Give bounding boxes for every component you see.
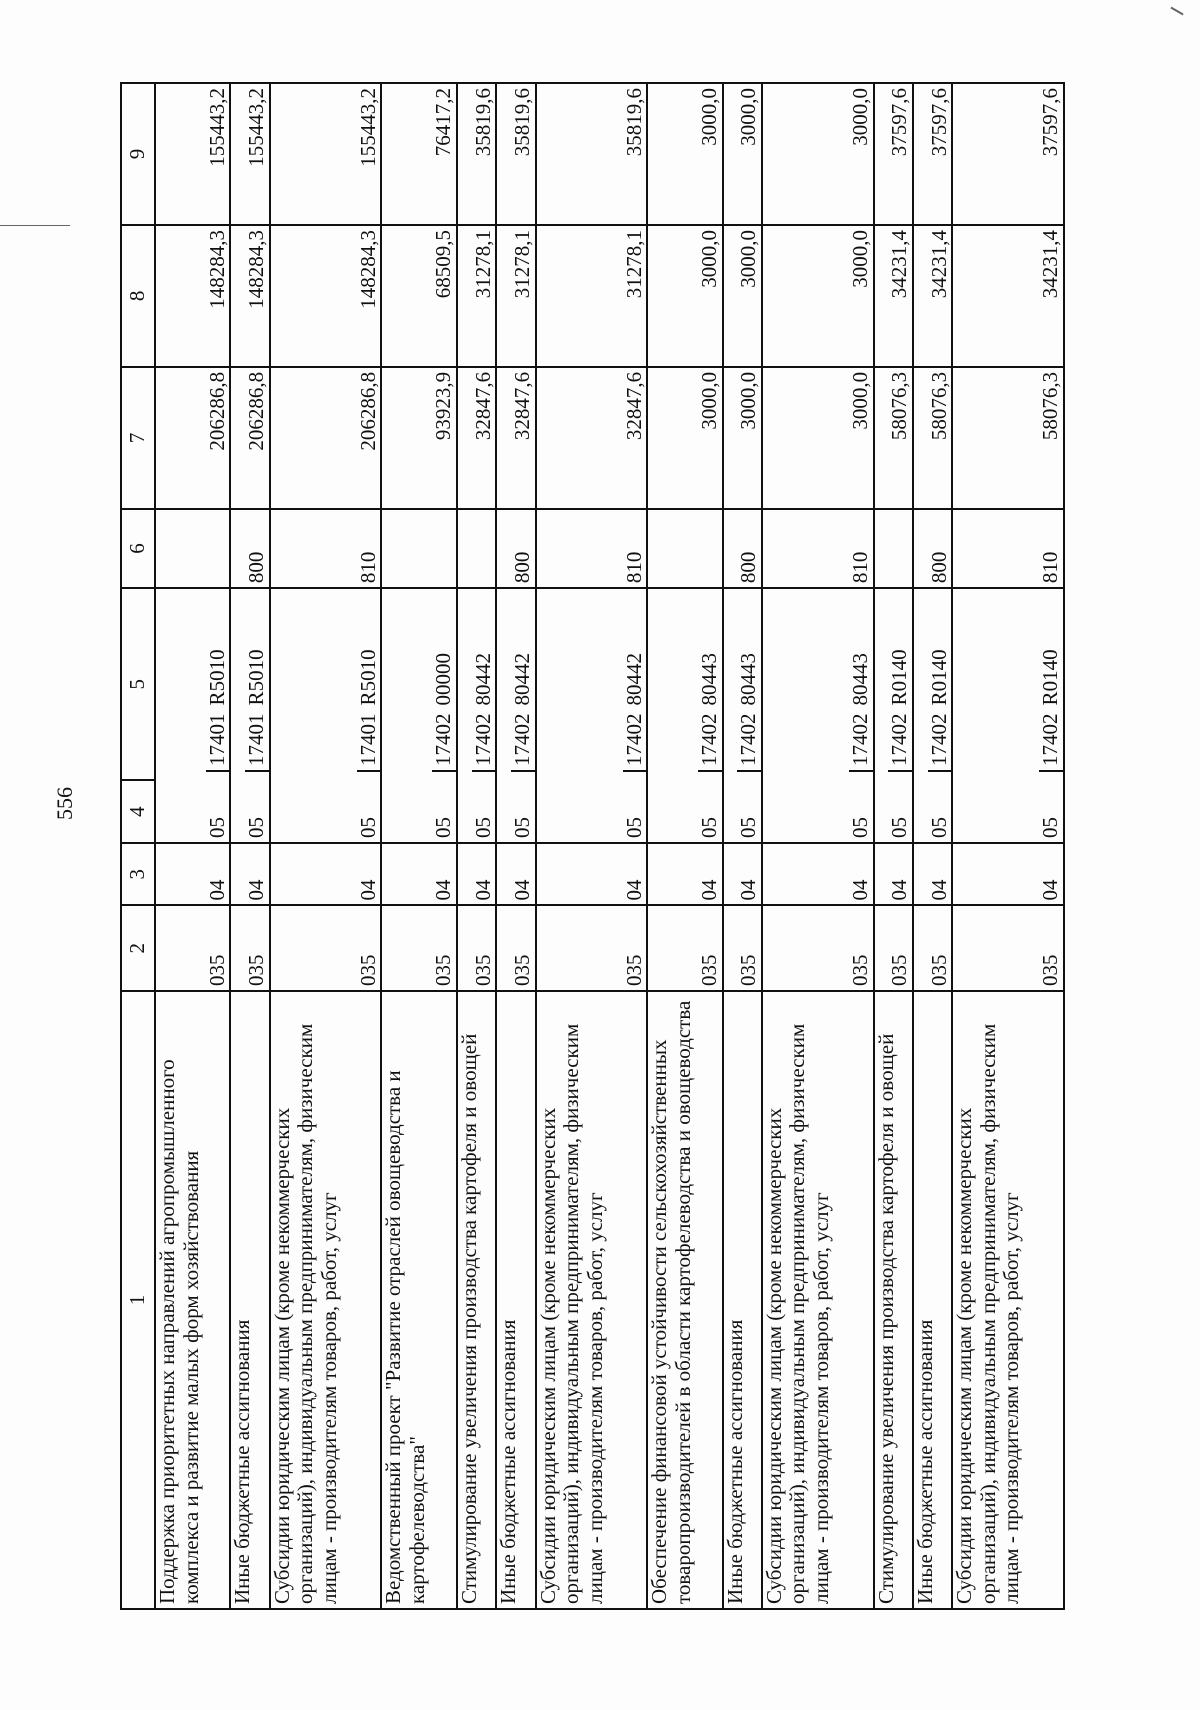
row-name: Субсидии юридическим лицам (кроме некоммерческих организаций), индивидуальным предпринимателям, физическим лицам - производителям товаров, работ, услуг	[762, 991, 874, 1609]
cell-col4b: 17402	[509, 713, 534, 766]
cell-col5: 00000	[431, 652, 456, 706]
cell-col4: 05	[737, 770, 761, 842]
cell-col4-5	[155, 588, 230, 843]
cell-col4-5	[496, 588, 535, 843]
page-number: 556	[52, 787, 77, 820]
cell-col4b: 17402	[470, 713, 495, 766]
cell-col4: 05	[623, 770, 647, 842]
cell-col9: 3000,0	[762, 83, 874, 225]
cell-col8: 31278,1	[496, 225, 535, 367]
cell-col9: 155443,2	[155, 83, 230, 225]
cell-col9: 35819,6	[536, 83, 648, 225]
table-row	[381, 83, 456, 1609]
table-row	[457, 83, 496, 1609]
cell-col7: 32847,6	[457, 367, 496, 509]
cell-col5: 80443	[736, 652, 761, 706]
cell-col6	[457, 509, 496, 588]
cell-col3: 04	[647, 843, 722, 906]
cell-col9: 37597,6	[913, 83, 952, 225]
cell-col4b: 17402	[736, 713, 761, 766]
cell-col6: 810	[270, 509, 382, 588]
cell-col4: 05	[245, 770, 269, 842]
cell-col4-5	[723, 588, 762, 843]
cell-col4: 05	[511, 770, 535, 842]
cell-col7: 58076,3	[952, 367, 1064, 509]
cell-col2: 035	[496, 906, 535, 991]
cell-col2: 035	[913, 906, 952, 991]
col-header-5: 5	[121, 588, 155, 780]
cell-col4-5	[536, 588, 648, 843]
cell-col7: 206286,8	[155, 367, 230, 509]
cell-col9: 3000,0	[723, 83, 762, 225]
cell-col4b: 17402	[697, 713, 722, 766]
cell-col5: 80443	[697, 652, 722, 706]
cell-col7: 206286,8	[270, 367, 382, 509]
cell-col8: 3000,0	[647, 225, 722, 367]
cell-col5: R0140	[887, 649, 912, 706]
cell-col9: 37597,6	[952, 83, 1064, 225]
cell-col6: 800	[496, 509, 535, 588]
cell-col9: 155443,2	[270, 83, 382, 225]
row-name: Иные бюджетные ассигнования	[723, 991, 762, 1609]
cell-col4: 05	[432, 770, 456, 842]
row-name: Субсидии юридическим лицам (кроме некоммерческих организаций), индивидуальным предпринимателям, физическим лицам - производителям товаров, работ, услуг	[536, 991, 648, 1609]
cell-col3: 04	[723, 843, 762, 906]
cell-col5: R0140	[1038, 649, 1063, 706]
cell-col7: 3000,0	[647, 367, 722, 509]
cell-col8: 68509,5	[381, 225, 456, 367]
cell-col6	[874, 509, 913, 588]
col-header-7: 7	[121, 367, 155, 509]
cell-col5: R0140	[926, 649, 951, 706]
row-name: Иные бюджетные ассигнования	[913, 991, 952, 1609]
cell-col4-5	[762, 588, 874, 843]
table-row	[536, 83, 648, 1609]
row-name: Стимулирование увеличения производства картофеля и овощей	[874, 991, 913, 1609]
row-name: Стимулирование увеличения производства картофеля и овощей	[457, 991, 496, 1609]
cell-col4-5	[230, 588, 269, 843]
cell-col9: 76417,2	[381, 83, 456, 225]
cell-col3: 04	[270, 843, 382, 906]
cell-col3: 04	[536, 843, 648, 906]
cell-col2: 035	[762, 906, 874, 991]
row-name: Обеспечение финансовой устойчивости сельскохозяйственных товаропроизводителей в области картофелеводства и овощеводства	[647, 991, 722, 1609]
col-header-9: 9	[121, 83, 155, 225]
cell-col5: 80443	[848, 652, 873, 706]
cell-col4b: 17402	[1038, 713, 1063, 766]
cell-col2: 035	[723, 906, 762, 991]
table-row	[952, 83, 1064, 1609]
cell-col4-5	[952, 588, 1064, 843]
cell-col4b: 17402	[926, 713, 951, 766]
cell-col4: 05	[849, 770, 873, 842]
cell-col4b: 17402	[621, 713, 646, 766]
cell-col2: 035	[457, 906, 496, 991]
cell-col2: 035	[647, 906, 722, 991]
cell-col4-5	[381, 588, 456, 843]
cell-col7: 3000,0	[762, 367, 874, 509]
row-name: Ведомственный проект "Развитие отраслей овощеводства и картофелеводства"	[381, 991, 456, 1609]
table-row	[874, 83, 913, 1609]
cell-col6: 800	[913, 509, 952, 588]
cell-col3: 04	[230, 843, 269, 906]
cell-col6: 810	[952, 509, 1064, 588]
table-row	[723, 83, 762, 1609]
row-name: Субсидии юридическим лицам (кроме некоммерческих организаций), индивидуальным предпринимателям, физическим лицам - производителям товаров, работ, услуг	[952, 991, 1064, 1609]
cell-col8: 148284,3	[270, 225, 382, 367]
cell-col2: 035	[952, 906, 1064, 991]
cell-col4b: 17402	[848, 713, 873, 766]
cell-col4b: 17401	[244, 713, 269, 766]
cell-col3: 04	[496, 843, 535, 906]
cell-col4-5	[913, 588, 952, 843]
cell-col2: 035	[270, 906, 382, 991]
cell-col3: 04	[762, 843, 874, 906]
table-row	[913, 83, 952, 1609]
row-name: Поддержка приоритетных направлений агропромышленного комплекса и развитие малых форм хозяйствования	[155, 991, 230, 1609]
row-name: Иные бюджетные ассигнования	[230, 991, 269, 1609]
cell-col8: 3000,0	[762, 225, 874, 367]
cell-col9: 155443,2	[230, 83, 269, 225]
cell-col5: R5010	[244, 649, 269, 706]
cell-col3: 04	[952, 843, 1064, 906]
cell-col4: 05	[698, 770, 722, 842]
cell-col7: 58076,3	[913, 367, 952, 509]
cell-col6: 810	[762, 509, 874, 588]
cell-col6: 800	[723, 509, 762, 588]
row-name: Иные бюджетные ассигнования	[496, 991, 535, 1609]
row-name: Субсидии юридическим лицам (кроме некоммерческих организаций), индивидуальным предпринимателям, физическим лицам - производителям товаров, работ, услуг	[270, 991, 382, 1609]
cell-col3: 04	[457, 843, 496, 906]
cell-col4: 05	[928, 770, 952, 842]
cell-col8: 34231,4	[913, 225, 952, 367]
cell-col4-5	[270, 588, 382, 843]
cell-col3: 04	[381, 843, 456, 906]
cell-col8: 31278,1	[457, 225, 496, 367]
cell-col8: 148284,3	[155, 225, 230, 367]
cell-col8: 3000,0	[723, 225, 762, 367]
cell-col5: R5010	[204, 649, 229, 706]
cell-col5: R5010	[355, 649, 380, 706]
cell-col4b: 17402	[887, 713, 912, 766]
cell-col7: 32847,6	[496, 367, 535, 509]
cell-col3: 04	[913, 843, 952, 906]
cell-col6: 810	[536, 509, 648, 588]
table-row	[762, 83, 874, 1609]
cell-col4-5	[874, 588, 913, 843]
cell-col2: 035	[381, 906, 456, 991]
cell-col7: 3000,0	[723, 367, 762, 509]
cell-col8: 34231,4	[952, 225, 1064, 367]
cell-col4-5	[647, 588, 722, 843]
cell-col8: 148284,3	[230, 225, 269, 367]
scan-mark	[1170, 7, 1183, 16]
table-row	[496, 83, 535, 1609]
cell-col4b: 17402	[431, 713, 456, 766]
cell-col9: 37597,6	[874, 83, 913, 225]
scan-mark	[0, 225, 70, 226]
cell-col9: 35819,6	[457, 83, 496, 225]
cell-col9: 3000,0	[647, 83, 722, 225]
cell-col9: 35819,6	[496, 83, 535, 225]
table-row	[647, 83, 722, 1609]
cell-col4: 05	[472, 770, 496, 842]
col-header-1: 1	[121, 991, 155, 1609]
cell-col6: 800	[230, 509, 269, 588]
rotated-table-container	[120, 82, 1065, 1610]
cell-col5: 80442	[470, 652, 495, 706]
table-row	[230, 83, 269, 1609]
cell-col4b: 17401	[204, 713, 229, 766]
cell-col4: 05	[1039, 770, 1063, 842]
cell-col6	[647, 509, 722, 588]
cell-col5: 80442	[509, 652, 534, 706]
col-header-6: 6	[121, 509, 155, 588]
cell-col5: 80442	[621, 652, 646, 706]
cell-col4b: 17401	[355, 713, 380, 766]
cell-col4-5	[457, 588, 496, 843]
table-row	[270, 83, 382, 1609]
col-header-4: 4	[121, 780, 155, 843]
cell-col7: 93923,9	[381, 367, 456, 509]
cell-col4: 05	[357, 770, 381, 842]
cell-col7: 206286,8	[230, 367, 269, 509]
cell-col6	[155, 509, 230, 588]
cell-col2: 035	[230, 906, 269, 991]
cell-col3: 04	[874, 843, 913, 906]
cell-col7: 32847,6	[536, 367, 648, 509]
cell-col2: 035	[536, 906, 648, 991]
cell-col7: 58076,3	[874, 367, 913, 509]
col-header-3: 3	[121, 843, 155, 906]
header-row	[121, 83, 155, 1609]
table-row	[155, 83, 230, 1609]
cell-col3: 04	[155, 843, 230, 906]
cell-col8: 34231,4	[874, 225, 913, 367]
cell-col4: 05	[888, 770, 912, 842]
cell-col8: 31278,1	[536, 225, 648, 367]
cell-col4: 05	[206, 770, 230, 842]
cell-col2: 035	[155, 906, 230, 991]
budget-table	[120, 82, 1065, 1610]
col-header-8: 8	[121, 225, 155, 367]
cell-col2: 035	[874, 906, 913, 991]
col-header-2: 2	[121, 906, 155, 991]
cell-col6	[381, 509, 456, 588]
